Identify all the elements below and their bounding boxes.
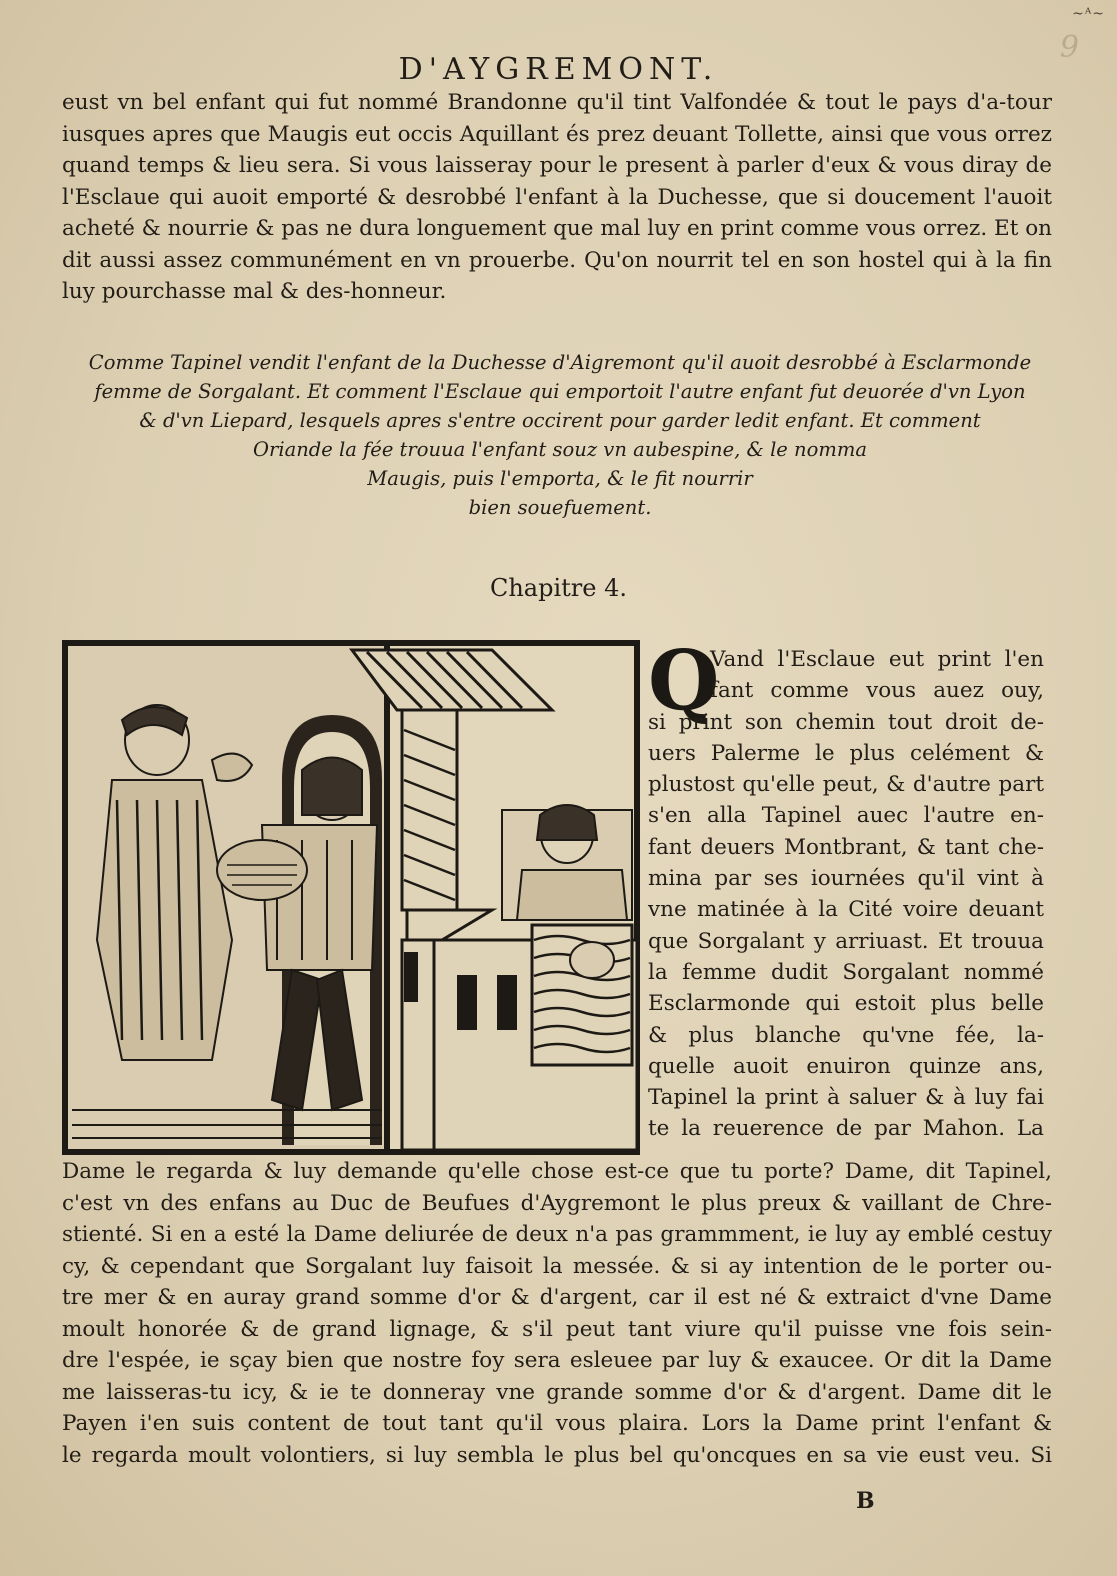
column-line: Vand l'Esclaue eut print l'en <box>710 647 1044 672</box>
column-line: Tapinel la print à saluer & à luy fai <box>648 1085 1044 1111</box>
column-text <box>648 644 1044 1145</box>
text-line: tre mer & en auray grand somme d'or & d'argent, car il est né & extraict d'vne Dame <box>62 1285 1052 1310</box>
woodcut-illustration <box>62 640 640 1155</box>
column-line: & plus blanche qu'vne fée, la- <box>648 1022 1044 1048</box>
column-line: vne matinée à la Cité voire deuant <box>648 897 1044 923</box>
chapter-rubric <box>40 348 1080 522</box>
text-line: dre l'espée, ie sçay bien que nostre foy sera esleuee par luy & exaucee. Or dit la Dame <box>62 1348 1052 1373</box>
corner-mark: ~ᴬ~ <box>1072 6 1105 22</box>
text-line: le regarda moult volontiers, si luy sembla le plus bel qu'oncques en sa vie eust veu. Si <box>62 1442 1052 1468</box>
rubric-line: femme de Sorgalant. Et comment l'Esclaue qui emportoit l'autre enfant fut deuorée d'vn Lyon <box>94 380 1026 403</box>
text-line: cy, & cependant que Sorgalant luy faisoit la messée. & si ay intention de le porter ou- <box>62 1253 1052 1279</box>
column-line: uers Palerme le plus celément & <box>648 740 1044 766</box>
running-head: D'AYGREMONT. <box>398 52 719 87</box>
column-line: Esclarmonde qui estoit plus belle <box>648 991 1044 1017</box>
bottom-paragraph <box>62 1156 1052 1471</box>
text-line: me laisseras-tu icy, & ie te donneray vne grande somme d'or & d'argent. Dame dit le <box>62 1379 1052 1405</box>
text-line: moult honorée & de grand lignage, & s'il peut tant viure qu'il puisse vne fois sein- <box>62 1316 1052 1342</box>
column-line: fant comme vous auez ouy, <box>710 678 1044 704</box>
text-line: c'est vn des enfans au Duc de Beufues d'Aygremont le plus preux & vaillant de Chre- <box>62 1190 1052 1216</box>
top-paragraph: eust vn bel enfant qui fut nommé Brandonne qu'il tint Valfondée & tout le pays d'a-tour iusques apres que Maugis eut occis Aquillant és prez deuant Tollette, ainsi que vous orrez quand temps & lieu sera. Si vous laisseray pour le present à parler d'eux & vous diray de l'Esclaue qui auoit emporté & desrobbé l'enfant à la Duchesse, que si doucement l'auoit acheté & nourrie & pas ne dura longuement que mal luy en print comme vous orrez. Et on dit aussi assez communément en vn prouerbe. Qu'on nourrit tel en son hostel qui à la fin luy pourchasse mal & des-honneur. <box>62 90 1052 304</box>
column-line: mina par ses iournées qu'il vint à <box>648 866 1044 892</box>
text-line: stienté. Si en a esté la Dame deliurée de deux n'a pas grammment, ie luy ay emblé cestuy <box>62 1222 1052 1247</box>
column-line: la femme dudit Sorgalant nommé <box>648 959 1044 985</box>
signature-mark: B <box>856 1488 875 1514</box>
rubric-line: Comme Tapinel vendit l'enfant de la Duchesse d'Aigremont qu'il auoit desrobbé à Esclarmonde <box>88 351 1032 374</box>
column-line: que Sorgalant y arriuast. Et trouua <box>648 928 1044 954</box>
folio-number: 9 <box>1059 30 1079 65</box>
rubric-line: Maugis, puis l'emporta, & le fit nourrir <box>367 467 753 490</box>
column-line: si print son chemin tout droit de- <box>648 709 1044 735</box>
column-line: plustost qu'elle peut, & d'autre part <box>648 772 1044 798</box>
chapter-heading: Chapitre 4. <box>489 574 627 602</box>
column-line: te la reuerence de par Mahon. La <box>648 1116 1044 1142</box>
text-line: Dame le regarda & luy demande qu'elle chose est-ce que tu porte? Dame, dit Tapinel, <box>62 1159 1052 1184</box>
column-line: s'en alla Tapinel auec l'autre en- <box>648 803 1044 829</box>
column-line: quelle auoit enuiron quinze ans, <box>648 1053 1044 1079</box>
rubric-line: Oriande la fée trouua l'enfant souz vn aubespine, & le nomma <box>253 438 867 461</box>
rubric-line: bien souefuement. <box>468 496 652 519</box>
rubric-line: & d'vn Liepard, lesquels apres s'entre occirent pour garder ledit enfant. Et comment <box>139 409 981 432</box>
drop-cap: Q <box>648 633 720 729</box>
column-line: fant deuers Montbrant, & tant che- <box>648 834 1044 860</box>
text-line: Payen i'en suis content de tout tant qu'il vous plaira. Lors la Dame print l'enfant & <box>62 1411 1052 1436</box>
